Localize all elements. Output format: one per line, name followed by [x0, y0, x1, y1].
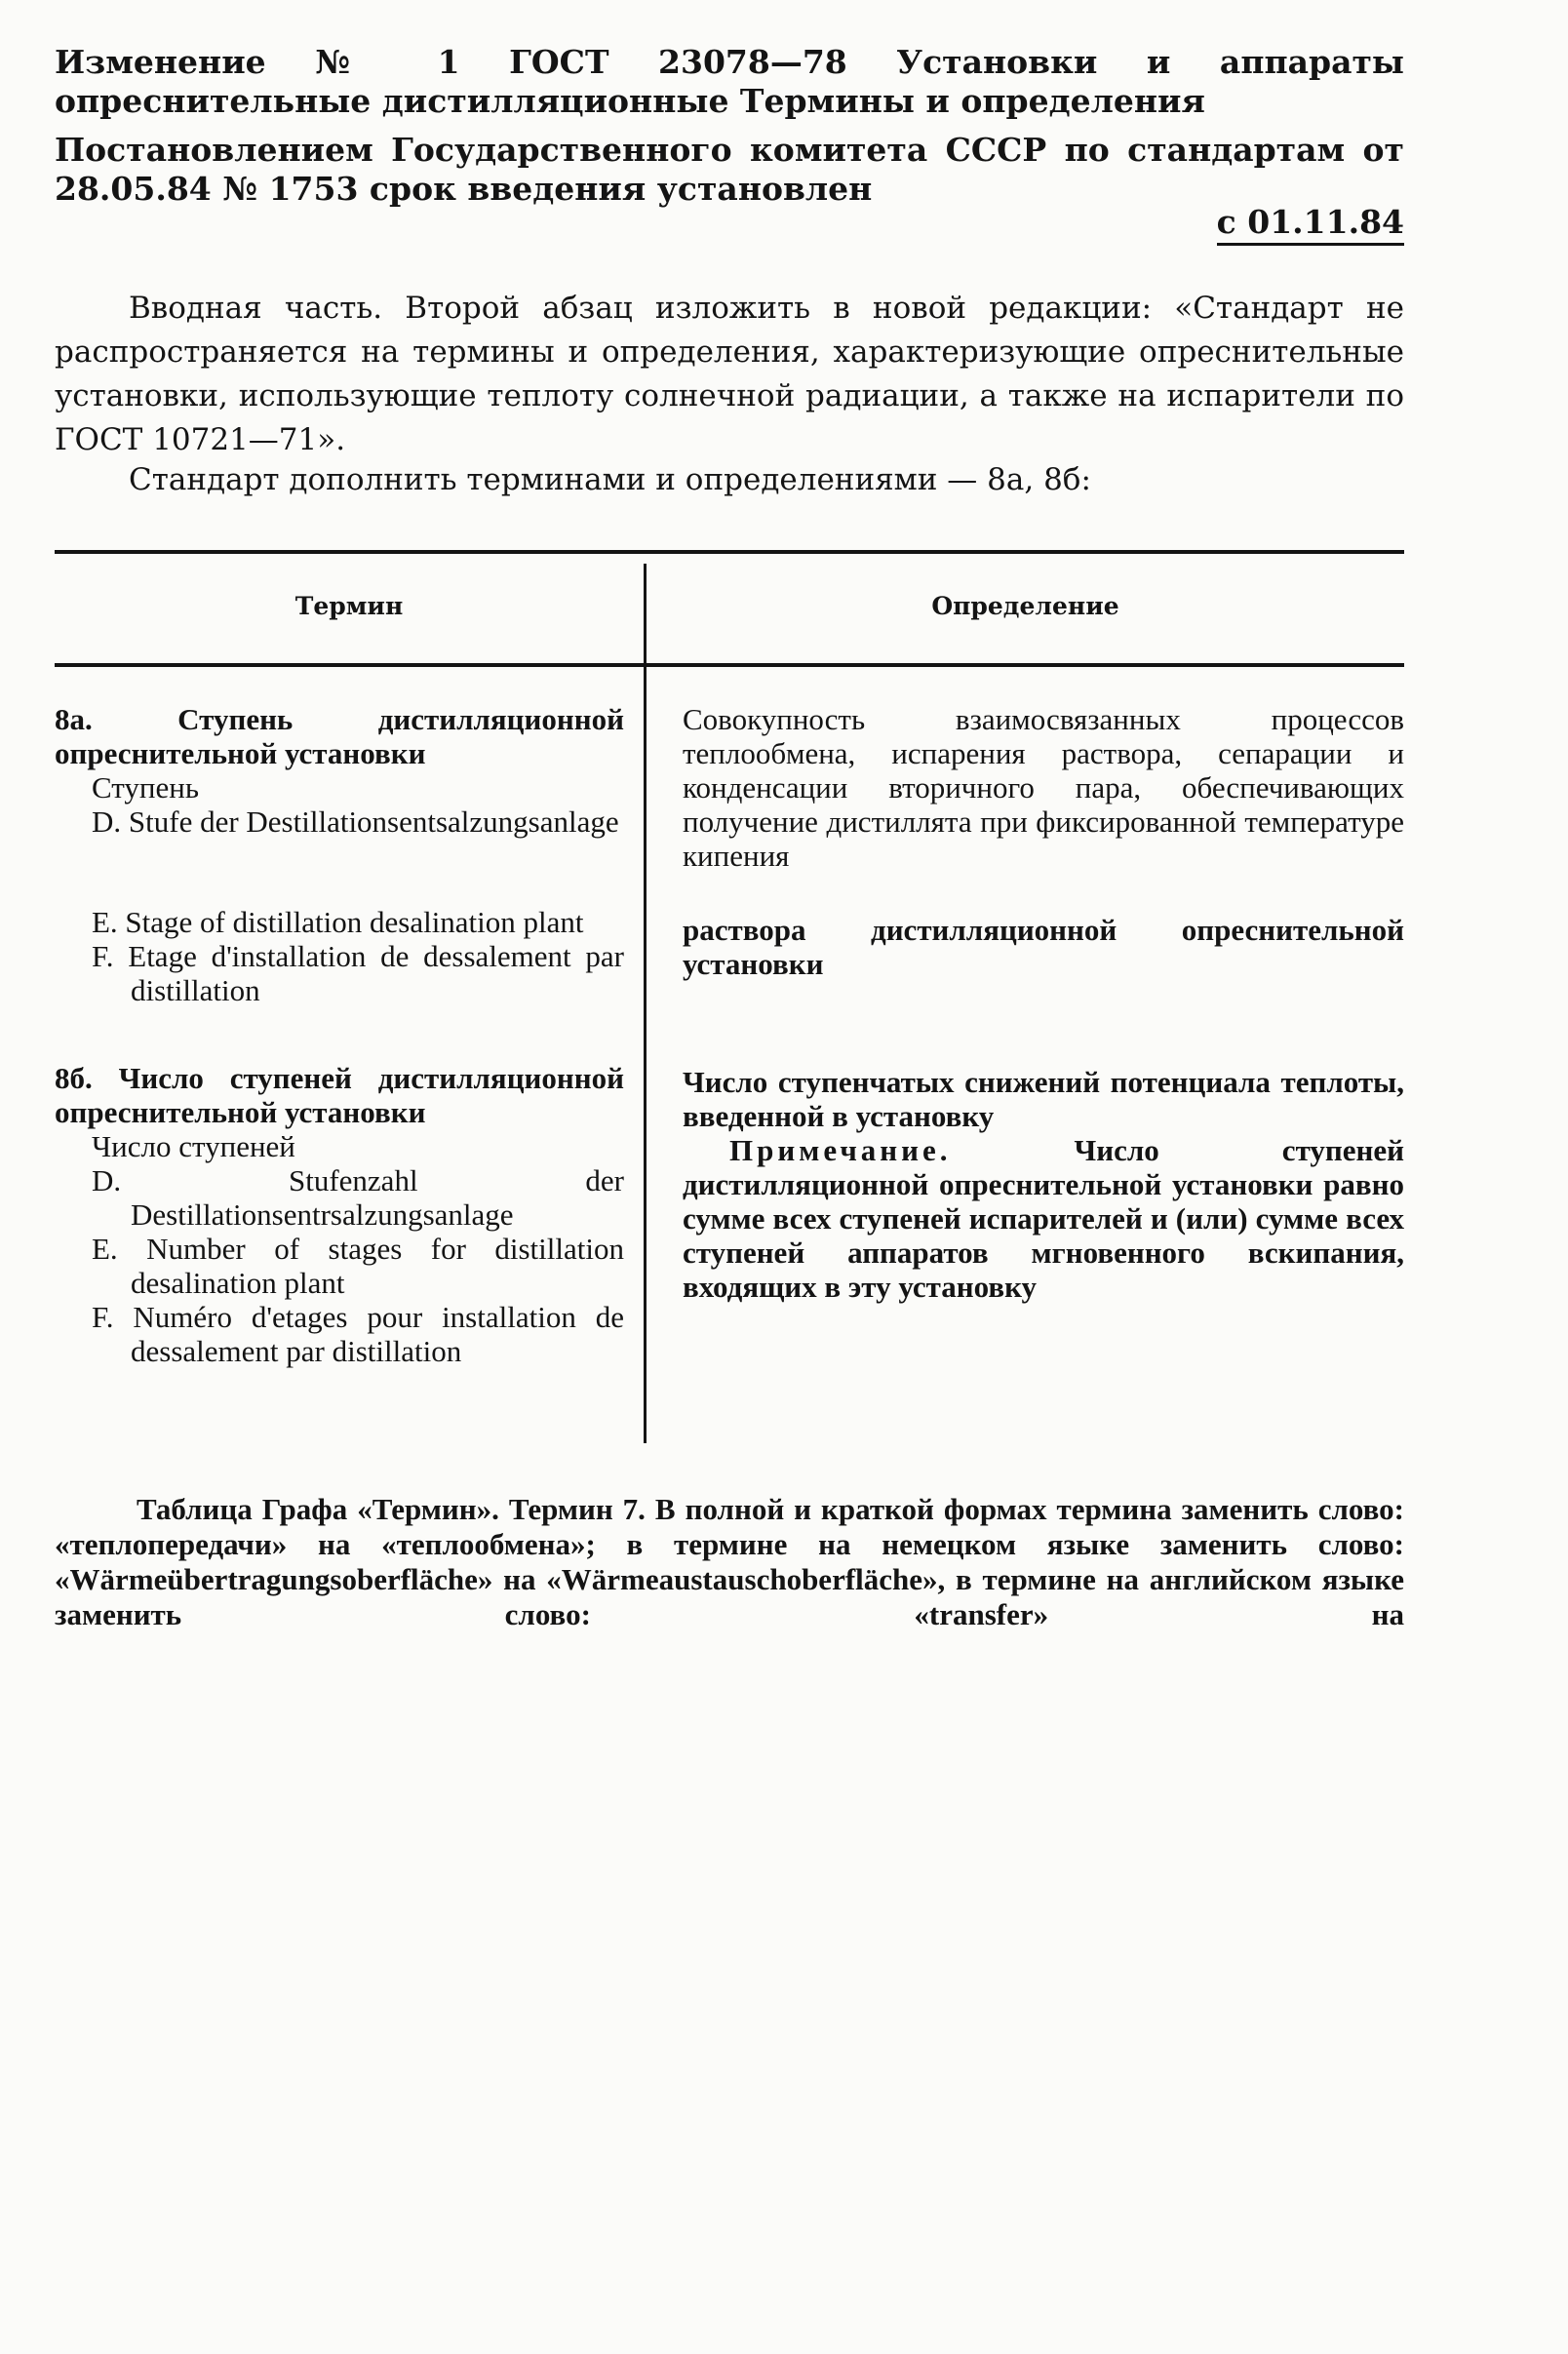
table-row-8a-term-cont [55, 905, 624, 1007]
effective-date: с 01.11.84 [1217, 203, 1404, 246]
definition-8b: Число ступенчатых снижений потенциала теплоты, введенной в установку [683, 1065, 1404, 1133]
term-8a-fr: F. Etage d'installation de dessalement par distillation [92, 939, 624, 1007]
note-text: Число ступеней дистилляционной опреснительной установки равно сумме всех ступеней испарителей и (или) сумме всех ступеней аппаратов мгновенного вскипания, входящих в эту установку [683, 1133, 1404, 1304]
column-header-definition: Определение [931, 592, 1119, 620]
term-8b-fr: F. Numéro d'etages pour installation de dessalement par distillation [92, 1300, 624, 1368]
note-label: Примечание. [729, 1133, 952, 1167]
table-column-divider [644, 564, 647, 1443]
term-8a-de: D. Stufe der Destillationsentsalzungsanlage [92, 804, 619, 839]
change-title: Изменение № 1 ГОСТ 23078—78 Установки и аппараты опреснительные дистилляционные Термины и определения [55, 43, 1404, 120]
term-8a-short: Ступень [92, 770, 199, 804]
term-8b-en: E. Number of stages for distillation desalination plant [92, 1232, 624, 1300]
table-row-8a-term [55, 702, 624, 839]
term-8a-title: 8а. Ступень дистилляционной опреснительной установки [55, 702, 624, 770]
term-8a-en: E. Stage of distillation desalination plant [92, 905, 584, 939]
addition-line: Стандарт дополнить терминами и определениями — 8а, 8б: [129, 462, 1091, 497]
tail-paragraph: Таблица Графа «Термин». Термин 7. В полной и краткой формах термина заменить слово: «теплопередачи» на «теплообмена»; в термине на немецком языке заменить слово: «Wärmeübertragungsoberfläche» на «Wärmeaustauschoberfläche», в термине на английском языке заменить слово: «transfer» на [55, 1492, 1404, 1631]
table-top-rule [55, 550, 1404, 554]
decree-text: Постановлением Государственного комитета СССР по стандартам от 28.05.84 № 1753 срок введения установлен [55, 131, 1404, 208]
definition-8a: Совокупность взаимосвязанных процессов теплообмена, испарения раствора, сепарации и конденсации вторичного пара, обеспечивающих получение дистиллята при фиксированной температуре кипения [683, 702, 1404, 873]
table-row-8b-term [55, 1061, 624, 1368]
definition-8b-note [683, 1133, 1404, 1304]
table-row-8b-definition [683, 1065, 1404, 1304]
term-8b-title: 8б. Число ступеней дистилляционной опреснительной установки [55, 1061, 624, 1129]
term-8b-short: Число ступеней [92, 1129, 295, 1163]
table-header-rule [55, 663, 1404, 667]
term-8b-de: D. Stufenzahl der Destillationsentrsalzungsanlage [92, 1163, 624, 1232]
intro-paragraph: Вводная часть. Второй абзац изложить в новой редакции: «Стандарт не распространяется на термины и определения, характеризующие опреснительные установки, использующие теплоту солнечной радиации, а также на испарители по ГОСТ 10721—71». [55, 291, 1404, 457]
definition-8a-cont: раствора дистилляционной опреснительной установки [683, 913, 1404, 981]
column-header-term: Термин [294, 592, 404, 620]
